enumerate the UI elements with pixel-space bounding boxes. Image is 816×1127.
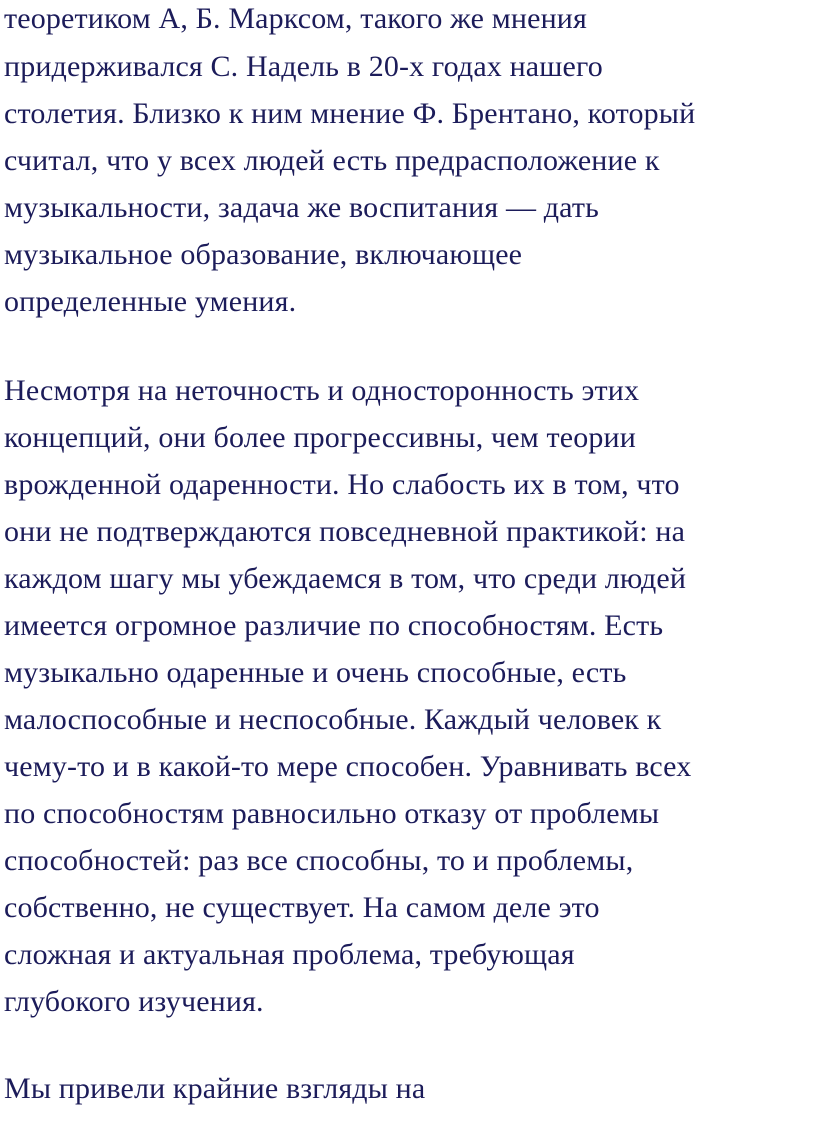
text-line: каждом шагу мы убеждаемся в том, что среди людей [4, 562, 687, 595]
text-line: они не подтверждаются повседневной практикой: на [4, 515, 686, 548]
text-line: определенные умения. [4, 285, 297, 318]
text-line: по способностям равносильно отказу от проблемы [4, 797, 660, 830]
text-line: музыкальности, задача же воспитания — дать [4, 191, 599, 224]
text-line: концепций, они более прогрессивны, чем теории [4, 421, 636, 454]
text-line: сложная и актуальная проблема, требующая [4, 938, 575, 971]
text-line: считал, что у всех людей есть предрасположение к [4, 144, 660, 177]
text-line: Мы привели крайние взгляды на [4, 1072, 426, 1105]
text-line: способностей: раз все способны, то и проблемы, [4, 844, 634, 877]
text-line: Несмотря на неточность и односторонность этих [4, 374, 640, 407]
text-line: придерживался С. Надель в 20-х годах нашего [4, 50, 603, 83]
text-line: теоретиком А, Б. Марксом, такого же мнения [4, 2, 587, 35]
text-line: врожденной одаренности. Но слабость их в том, что [4, 468, 680, 501]
text-line: имеется огромное различие по способностям. Есть [4, 609, 664, 642]
text-line: малоспособные и неспособные. Каждый человек к [4, 703, 662, 736]
text-line: музыкальное образование, включающее [4, 238, 523, 271]
text-line: глубокого изучения. [4, 985, 264, 1018]
text-line: чему-то и в какой-то мере способен. Уравнивать всех [4, 750, 692, 783]
text-line: музыкально одаренные и очень способные, есть [4, 656, 627, 689]
text-line: собственно, не существует. На самом деле это [4, 891, 600, 924]
text-line: столетия. Близко к ним мнение Ф. Брентано, который [4, 97, 696, 130]
